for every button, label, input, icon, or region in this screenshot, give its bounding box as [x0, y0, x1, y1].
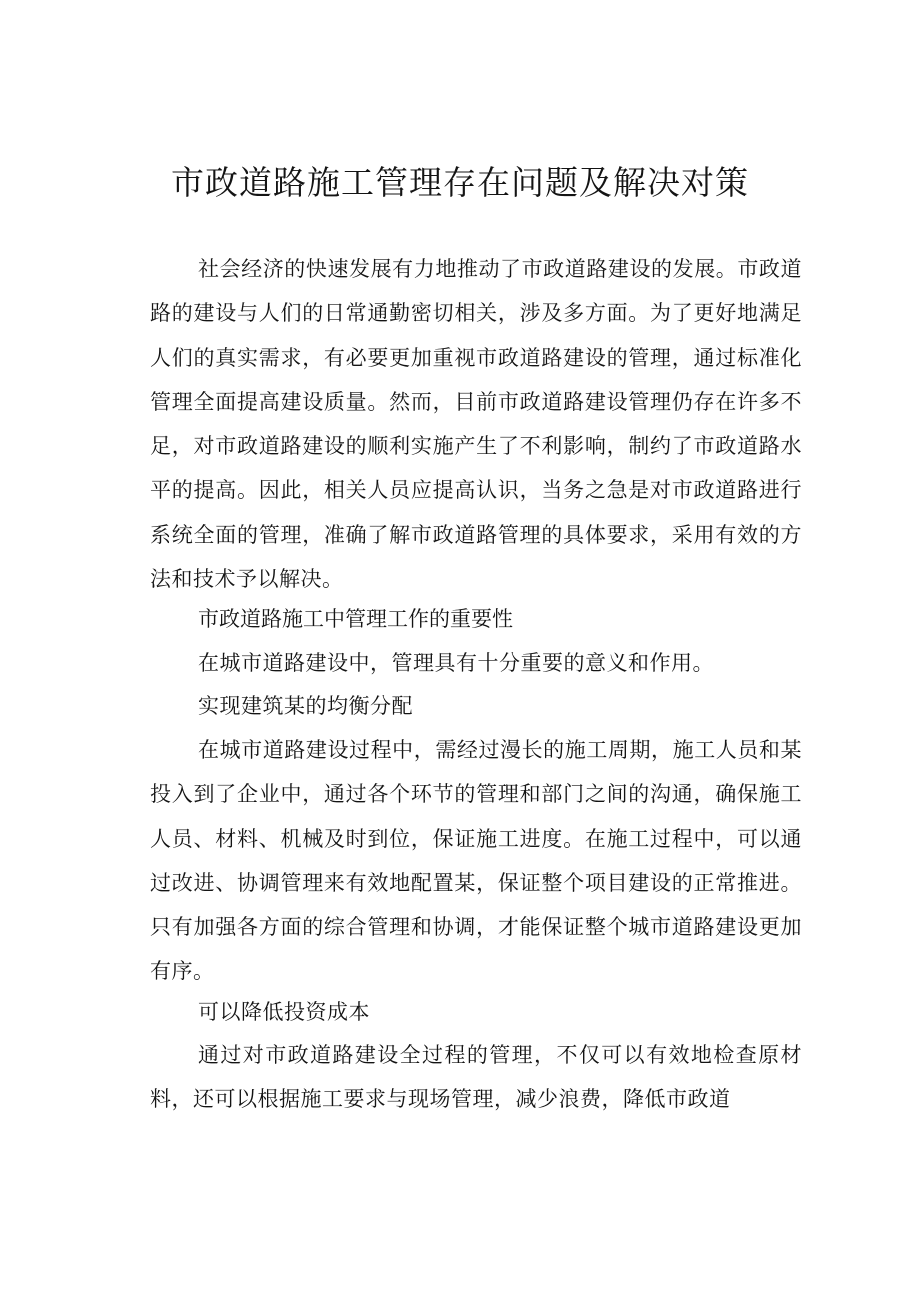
section-heading: 市政道路施工中管理工作的重要性 [198, 607, 513, 631]
subheading-reduce-cost: 可以降低投资成本 [198, 1000, 370, 1024]
section-intro: 在城市道路建设中，管理具有十分重要的意义和作用。 [198, 651, 714, 675]
intro-paragraph: 社会经济的快速发展有力地推动了市政道路建设的发展。市政道路的建设与人们的日常通勤密切相关，涉及多方面。为了更好地满足人们的真实需求，有必要更加重视市政道路建设的管理，通过标准化管理全面提高建设质量。然而，目前市政道路建设管理仍存在许多不足，对市政道路建设的顺利实施产生了不利影响，制约了市政道路水平的提高。因此，相关人员应提高认识，当务之急是对市政道路进行系统全面的管理，准确了解市政道路管理的具体要求，采用有效的方法和技术予以解决。 [150, 257, 802, 592]
subheading-balanced-allocation: 实现建筑某的均衡分配 [198, 694, 413, 718]
document-title: 市政道路施工管理存在问题及解决对策 [171, 163, 749, 202]
paragraph-reduce-cost: 通过对市政道路建设全过程的管理，不仅可以有效地检查原材料，还可以根据施工要求与现场管理，减少浪费，降低市政道 [150, 1043, 802, 1112]
paragraph-balanced-allocation: 在城市道路建设过程中，需经过漫长的施工周期，施工人员和某投入到了企业中，通过各个环节的管理和部门之间的沟通，确保施工人员、材料、机械及时到位，保证施工进度。在施工过程中，可以通过改进、协调管理来有效地配置某，保证整个项目建设的正常推进。只有加强各方面的综合管理和协调，才能保证整个城市道路建设更加有序。 [150, 738, 802, 984]
